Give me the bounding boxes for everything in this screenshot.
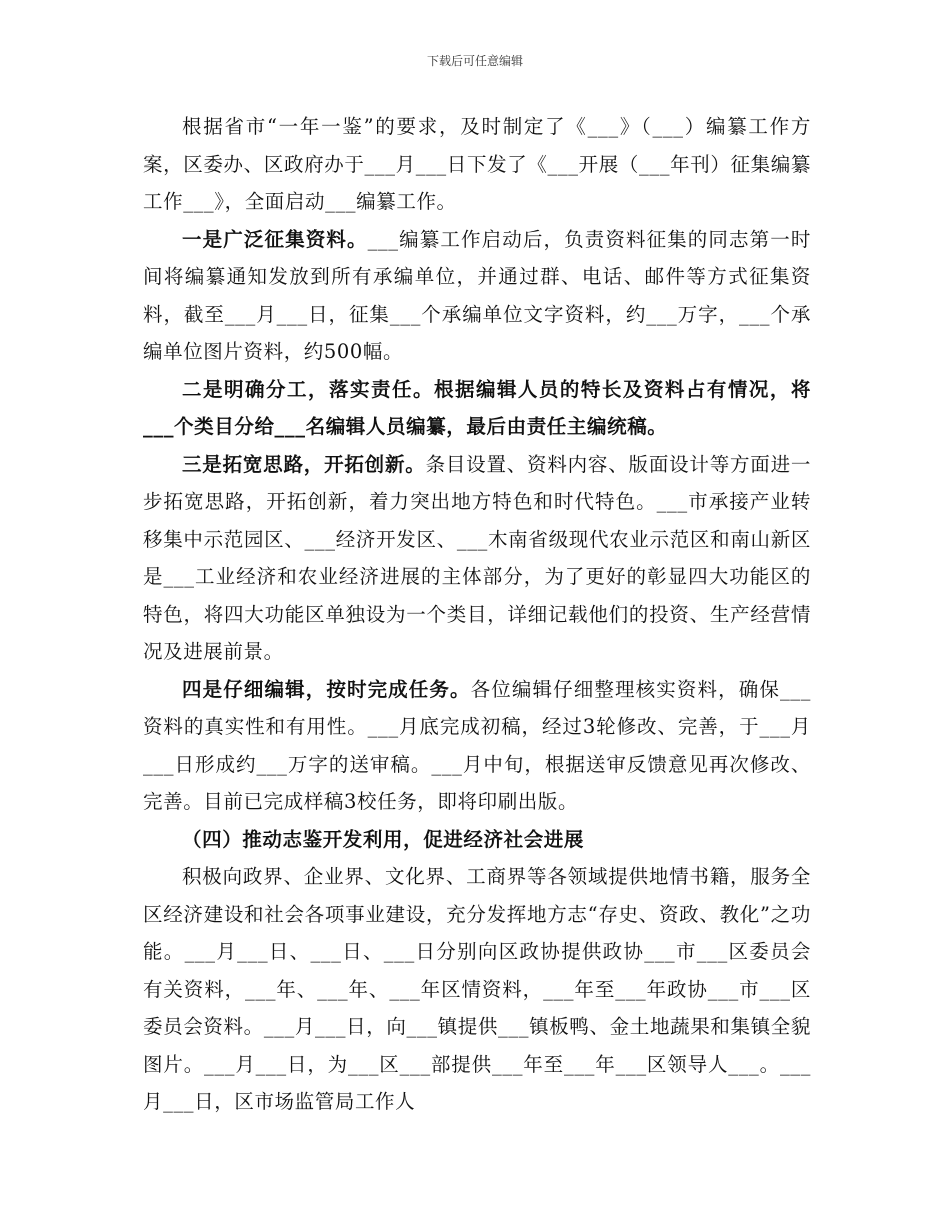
paragraph-text: ___编纂工作启动后，负责资料征集的同志第一时间将编纂通知发放到所有承编单位，并通过群、电话、邮件等方式征集资料，截至___月___日，征集___个承编单位文字资料，约___万字，___个承编单位图片资料，约500幅。: [143, 227, 811, 363]
paragraph-closing: 积极向政界、企业界、文化界、工商界等各领域提供地情书籍，服务全区经济建设和社会各项事业建设，充分发挥地方志“存史、资政、教化”之功能。___月___日、___日、___日分别向区政协提供政协___市___区委员会有关资料，___年、___年、___年区情资料，___年至___年政协___市___区委员会资料。___月___日，向___镇提供___镇板鸭、金土地蔬果和集镇全貌图片。___月___日，为___区___部提供___年至___年___区领导人___。___月___日，区市场监管局工作人: [143, 865, 811, 1113]
paragraph-collect: [143, 221, 811, 371]
paragraph-lead: 四是仔细编辑，按时完成任务。: [182, 677, 471, 701]
paragraph-text: 根据省市“一年一鉴”的要求，及时制定了《___》（___）编纂工作方案，区委办、区政府办于___月___日下发了《___开展（___年刊）征集编纂工作___》，全面启动___编纂工作。: [143, 115, 811, 213]
paragraph-text: 各位编辑仔细整理核实资料，确保___资料的真实性和有用性。___月底完成初稿，经过3轮修改、完善，于___月___日形成约___万字的送审稿。___月中旬，根据送审反馈意见再次修改、完善。目前已完成样稿3校任务，即将印刷出版。: [143, 677, 811, 813]
paragraph-intro: [143, 108, 811, 221]
paragraph-lead: 二是明确分工，落实责任。: [182, 377, 434, 401]
paragraph-lead: 三是拓宽思路，开拓创新。: [182, 452, 426, 476]
paragraph-innovation: [143, 446, 811, 671]
page-header: 下载后可任意编辑: [426, 54, 523, 68]
section-heading: （四）推动志鉴开发利用，促进经济社会进展: [182, 827, 585, 851]
paragraph-lead: 一是广泛征集资料。: [182, 227, 368, 251]
paragraph-division: [143, 371, 811, 446]
paragraph-text: 根据编辑人员的特长及资料占有情况，将___个类目分给___名编辑人员编纂，最后由责任主编统稿。: [143, 377, 811, 438]
document-body: [143, 108, 811, 1121]
paragraph-text: 条目设置、资料内容、版面设计等方面进一步拓宽思路，开拓创新，着力突出地方特色和时代特色。___市承接产业转移集中示范园区、___经济开发区、___木南省级现代农业示范区和南山新区是___工业经济和农业经济进展的主体部分，为了更好的彰显四大功能区的特色，将四大功能区单独设为一个类目，详细记载他们的投资、生产经营情况及进展前景。: [143, 452, 811, 663]
paragraph-editing: [143, 671, 811, 821]
